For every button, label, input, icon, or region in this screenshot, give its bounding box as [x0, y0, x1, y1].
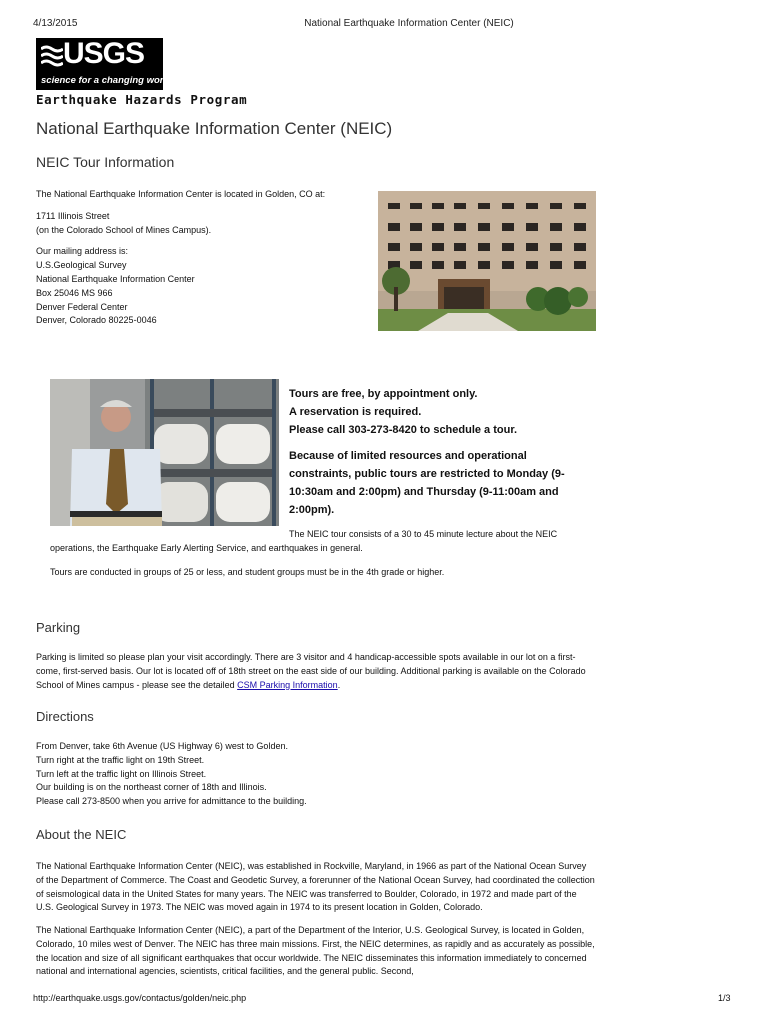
directions-line: Please call 273-8500 when you arrive for admittance to the building.	[36, 796, 307, 807]
program-name[interactable]: Earthquake Hazards Program	[36, 92, 248, 107]
parking-period: .	[337, 679, 341, 690]
tours-free-text: Tours are free, by appointment only.	[289, 388, 478, 400]
directions-line: From Denver, take 6th Avenue (US Highway 6) west to Golden.	[36, 741, 288, 751]
directions-heading: Directions	[36, 709, 94, 724]
usgs-tagline: science for a changing world	[41, 75, 172, 86]
usgs-logo[interactable]	[36, 37, 172, 90]
parking-description: Parking is limited so please plan your visit accordingly. There are 3 visitor and 4 handicap-accessible spots available in our lot on a first-come, first-served basis. Our lot is located off of 18th street on the east side of our building. Additional parking is available on the Colorado School of Mines campus - please see the detailed	[36, 652, 586, 690]
tour-groups-text: Tours are conducted in groups of 25 or less, and student groups must be in the 4th grade or higher.	[50, 567, 445, 577]
parking-heading: Parking	[36, 620, 81, 635]
mailing-line: U.S.Geological Survey	[36, 260, 127, 271]
directions-line: Turn right at the traffic light on 19th Street.	[36, 754, 205, 765]
parking-text	[36, 651, 596, 692]
about-heading: About the NEIC	[36, 827, 127, 842]
seismograph-photo	[50, 379, 279, 526]
tour-restrictions-text: Because of limited resources and operational constraints, public tours are restricted to Monday (9-10:30am and 2:00pm) and Thursday (9-11:00am and 2:00pm).	[289, 450, 565, 516]
location-intro: The National Earthquake Information Center is located in Golden, CO at:	[36, 189, 326, 199]
usgs-wave-icon	[41, 43, 63, 69]
page-subtitle: NEIC Tour Information	[36, 154, 175, 170]
neic-building-photo	[378, 191, 596, 331]
mailing-line: Denver Federal Center	[36, 301, 128, 312]
campus-note: (on the Colorado School of Mines Campus).	[36, 224, 212, 235]
directions-line: Turn left at the traffic light on Illinois Street.	[36, 768, 207, 779]
location-block	[36, 188, 366, 328]
reservation-text: A reservation is required.	[289, 406, 422, 418]
tour-lecture-text: The NEIC tour consists of a 30 to 45 minute lecture about the NEIC operations, the Earthquake Early Alerting Service, and earthquakes in general.	[50, 529, 558, 553]
schedule-call-text: Please call 303-273-8420 to schedule a tour.	[289, 424, 518, 436]
mailing-line: Denver, Colorado 80225-0046	[36, 315, 157, 326]
page-title: National Earthquake Information Center (NEIC)	[36, 119, 393, 138]
tour-highlights	[289, 385, 579, 519]
csm-parking-link[interactable]: CSM Parking Information	[237, 679, 338, 690]
print-page-number: 1/3	[718, 993, 731, 1003]
street-address: 1711 Illinois Street	[36, 210, 110, 221]
about-paragraph-2: The National Earthquake Information Center (NEIC), a part of the Department of the Interior, U.S. Geological Survey, is located in Golden, Colorado, 10 miles west of Denver. The NEIC has three main missions. First, the NEIC determines, as rapidly and as accurately as possible, the location and size of all significant earthquakes that occur worldwide. The NEIC disseminates this information immediately to concerned national and international agencies, scientists, critical facilities, and the general public. Second,	[36, 925, 595, 977]
print-page-title: National Earthquake Information Center (NEIC)	[304, 18, 514, 29]
usgs-logo-text: USGS	[63, 37, 145, 70]
mailing-intro: Our mailing address is:	[36, 246, 129, 257]
directions-line: Our building is on the northeast corner of 18th and Illinois.	[36, 782, 267, 793]
mailing-line: National Earthquake Information Center	[36, 273, 195, 284]
directions-list	[36, 740, 596, 809]
mailing-line: Box 25046 MS 966	[36, 287, 113, 298]
about-paragraph-1: The National Earthquake Information Center (NEIC), was established in Rockville, Maryland, in 1966 as part of the National Ocean Survey of the Department of Commerce. The Coast and Geodetic Survey, a forerunner of the National Ocean Survey, had coordinated the collection of seismological data in the United States for many years. The NEIC was transferred to Boulder, Colorado, in 1972 and made part of the U.S. Geological Survey in 1973. The NEIC was moved again in 1974 to its present location in Golden, Colorado.	[36, 861, 595, 913]
print-url: http://earthquake.usgs.gov/contactus/golden/neic.php	[33, 993, 247, 1003]
print-date: 4/13/2015	[33, 18, 78, 29]
